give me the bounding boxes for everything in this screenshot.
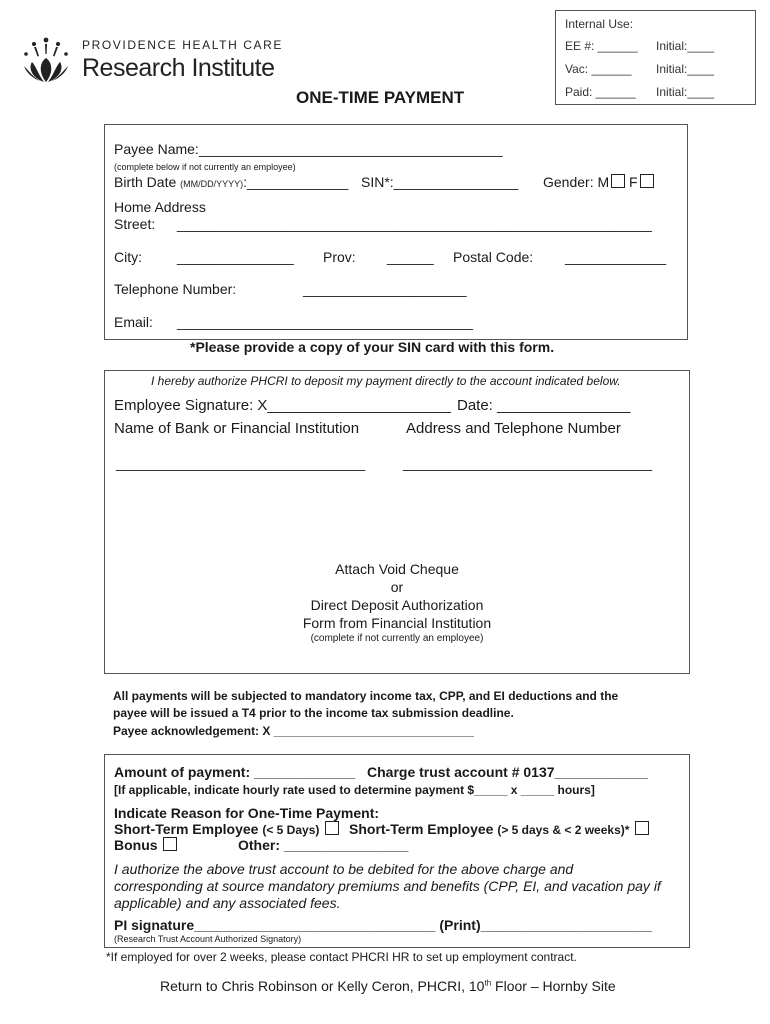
return-to-floor: Floor – Hornby Site: [491, 978, 616, 994]
pi-signature-field[interactable]: PI signature_______________________________ (Print)______________________: [114, 917, 652, 933]
bonus-checkbox[interactable]: [163, 837, 177, 851]
logo: [22, 32, 284, 97]
short-term-b-label: Short-Term Employee: [349, 821, 494, 837]
street-field[interactable]: _____________________________________________________________: [177, 216, 652, 232]
trust-authorization-line2: corresponding at source mandatory premiums and benefits (CPP, EI, and vacation pay if: [114, 878, 661, 894]
gender-label: Gender: M: [543, 174, 610, 190]
form-title: ONE-TIME PAYMENT: [296, 88, 465, 107]
reason-title: Indicate Reason for One-Time Payment:: [114, 805, 380, 821]
internal-ee-label: EE #: ______: [565, 39, 638, 53]
city-label: City:: [114, 249, 142, 265]
return-to: [160, 978, 616, 994]
birth-date-format: (MM/DD/YYYY): [180, 179, 244, 189]
internal-ee-initial: Initial:____: [656, 39, 715, 53]
short-term-a-note: (< 5 Days): [262, 823, 320, 837]
telephone-label: Telephone Number:: [114, 281, 237, 297]
payment-section: [104, 754, 690, 948]
bonus-label: Bonus: [114, 837, 158, 853]
internal-use-title: Internal Use:: [565, 17, 634, 31]
postal-code-field[interactable]: _____________: [565, 249, 667, 265]
short-term-b-note: (> 5 days & < 2 weeks)*: [497, 823, 630, 837]
trust-authorization-line3: applicable) and any associated fees.: [114, 895, 341, 911]
gender-f-checkbox[interactable]: [640, 174, 654, 188]
internal-vac-label: Vac: ______: [565, 62, 632, 76]
charge-trust-account-field[interactable]: Charge trust account # 0137____________: [367, 764, 648, 780]
attach-form-institution: Form from Financial Institution: [302, 615, 492, 631]
city-field[interactable]: _______________: [177, 249, 294, 265]
sin-field[interactable]: SIN*:________________: [361, 174, 519, 190]
bank-address-label: Address and Telephone Number: [406, 420, 621, 437]
bank-name-field[interactable]: ________________________________: [116, 455, 366, 471]
internal-paid-initial: Initial:____: [656, 85, 715, 99]
email-label: Email:: [114, 314, 153, 330]
birth-date-line: :_____________: [243, 174, 349, 190]
payee-section: [104, 124, 688, 340]
return-to-sup: th: [484, 978, 492, 988]
other-field[interactable]: Other: ________________: [238, 837, 409, 853]
prov-field[interactable]: ______: [387, 249, 434, 265]
attach-direct-deposit: Direct Deposit Authorization: [310, 597, 484, 613]
email-field[interactable]: ______________________________________: [177, 314, 473, 330]
gender-m-checkbox[interactable]: [611, 174, 625, 188]
pi-signature-note: (Research Trust Account Authorized Signatory): [114, 934, 302, 944]
payee-name-field[interactable]: Payee Name:_______________________________________: [114, 141, 503, 157]
bonus-option: [114, 837, 177, 853]
prov-label: Prov:: [323, 249, 356, 265]
employee-signature-field[interactable]: Employee Signature: X______________________: [114, 397, 451, 414]
attach-void-cheque: Attach Void Cheque: [335, 561, 459, 577]
home-address-label: Home Address: [114, 199, 206, 215]
deposit-authorization: I hereby authorize PHCRI to deposit my payment directly to the account indicated below.: [151, 374, 621, 388]
internal-use-box: [555, 10, 756, 105]
return-to-text: Return to Chris Robinson or Kelly Ceron, PHCRI, 10: [160, 978, 485, 994]
gender-field: [543, 174, 654, 190]
payee-note: (complete below if not currently an employee): [114, 162, 296, 172]
postal-code-label: Postal Code:: [453, 249, 534, 265]
internal-paid-label: Paid: ______: [565, 85, 636, 99]
sin-notice: *Please provide a copy of your SIN card with this form.: [190, 339, 555, 355]
birth-date-field[interactable]: [114, 174, 348, 190]
logo-line1: PROVIDENCE HEALTH CARE: [82, 38, 284, 52]
telephone-field[interactable]: _____________________: [303, 281, 467, 297]
internal-vac-initial: Initial:____: [656, 62, 715, 76]
leaf-logo-icon: [22, 32, 70, 90]
tax-notice-line2: payee will be issued a T4 prior to the income tax submission deadline.: [113, 706, 514, 720]
short-term-a-label: Short-Term Employee: [114, 821, 259, 837]
short-term-b-checkbox[interactable]: [635, 821, 649, 835]
logo-line2: Research Institute: [82, 54, 275, 82]
birth-date-label: Birth Date: [114, 174, 177, 190]
bank-address-field[interactable]: ________________________________: [403, 455, 653, 471]
street-label: Street:: [114, 216, 156, 232]
short-term-5-days-2-weeks: [349, 821, 649, 837]
short-term-under-5-days: [114, 821, 339, 837]
trust-authorization-line1: I authorize the above trust account to be debited for the above charge and: [114, 861, 574, 877]
gender-f-label: F: [629, 174, 638, 190]
attach-or: or: [390, 579, 404, 595]
amount-field[interactable]: Amount of payment: _____________: [114, 764, 356, 780]
payee-acknowledgement-field[interactable]: Payee acknowledgement: X ______________________________: [113, 724, 474, 738]
attach-note: (complete if not currently an employee): [310, 633, 484, 644]
signature-date-field[interactable]: Date: ________________: [457, 397, 631, 414]
bank-name-label: Name of Bank or Financial Institution: [114, 420, 360, 437]
deposit-section: [104, 370, 690, 674]
short-term-a-checkbox[interactable]: [325, 821, 339, 835]
hourly-rate-field[interactable]: [If applicable, indicate hourly rate used to determine payment $_____ x _____ hours]: [114, 783, 595, 797]
tax-notice-line1: All payments will be subjected to mandatory income tax, CPP, and EI deductions and the: [113, 689, 619, 703]
footnote: *If employed for over 2 weeks, please contact PHCRI HR to set up employment contract.: [106, 950, 577, 964]
